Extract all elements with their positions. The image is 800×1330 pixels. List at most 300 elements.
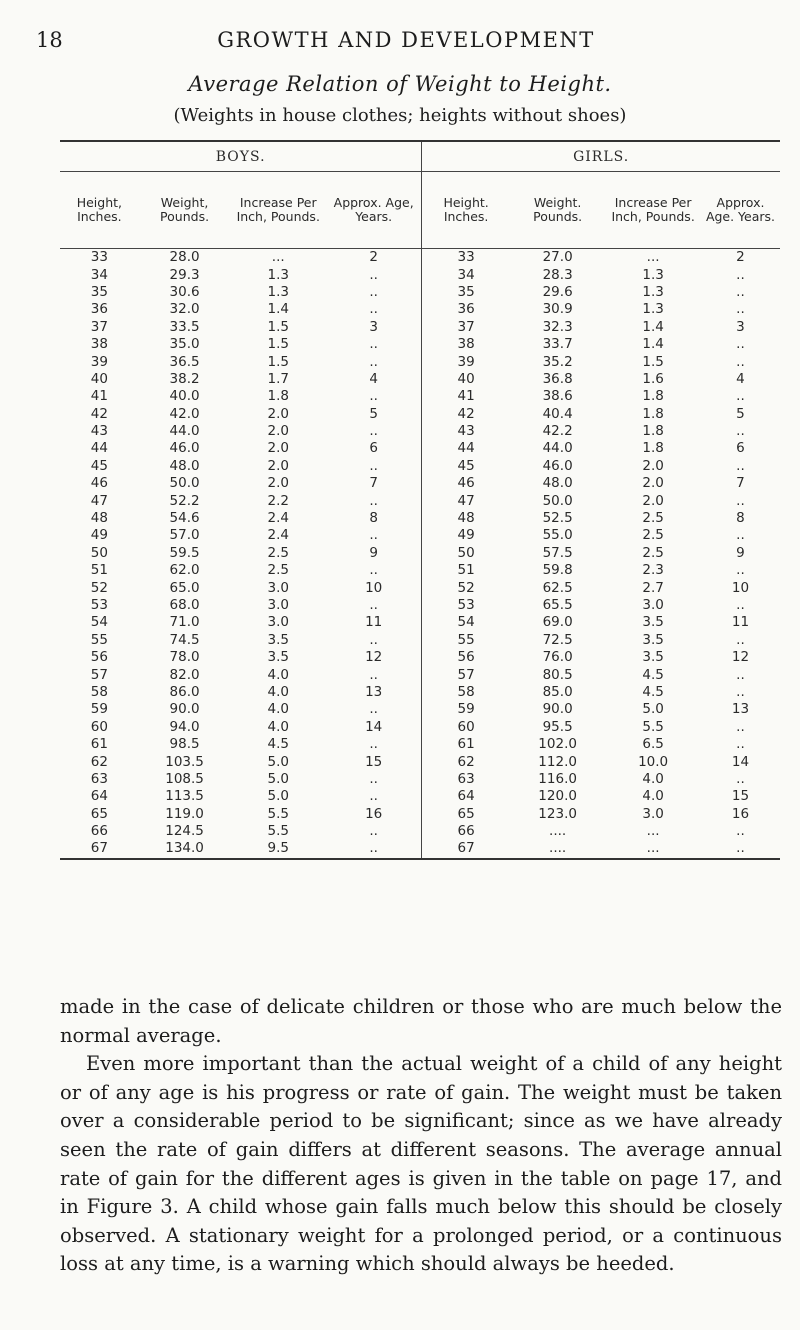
table-cell: 1.7: [267, 370, 289, 387]
table-cell: 48.0: [542, 475, 573, 492]
table-cell: 56: [90, 649, 108, 666]
table-cell: ..: [736, 666, 745, 683]
table-cell: 67: [457, 840, 475, 857]
table-cell: 1.5: [642, 353, 664, 370]
table-cell: 119.0: [165, 805, 204, 822]
table-cell: 2.5: [267, 544, 289, 561]
table-row: [60, 458, 780, 475]
table-cell: 1.6: [642, 370, 664, 387]
table-cell: 47: [90, 492, 108, 509]
table-cell: ..: [326, 458, 422, 475]
table-cell: 6: [326, 440, 422, 457]
table-cell: 33.7: [542, 336, 573, 353]
table-cell: 54: [457, 614, 475, 631]
table-cell: 48: [457, 510, 475, 527]
table-cell: 6.5: [642, 736, 664, 753]
table-cell: 5: [736, 405, 745, 422]
table-cell: 1.3: [267, 266, 289, 283]
table-cell: 3.5: [642, 614, 664, 631]
page-number: 18: [36, 28, 63, 52]
table-cell: 7: [326, 475, 422, 492]
table-cell: 40: [457, 370, 475, 387]
table-cell: 43: [457, 423, 475, 440]
table-cell: 9: [736, 544, 745, 561]
table-cell: 4: [326, 371, 422, 388]
table-cell: 42: [90, 405, 108, 422]
table-cell: 50.0: [169, 475, 200, 492]
table-cell: 2.4: [267, 527, 289, 544]
table-cell: 10.0: [638, 753, 669, 770]
table-cell: 64: [457, 788, 475, 805]
table-cell: 50: [457, 544, 475, 561]
table-cell: 72.5: [542, 631, 573, 648]
table-cell: 2.0: [642, 457, 664, 474]
table-cell: 59.5: [169, 544, 200, 561]
table-cell: 59: [90, 701, 108, 718]
table-cell: 33.5: [169, 318, 200, 335]
table-cell: ..: [326, 788, 422, 805]
table-cell: 43: [90, 423, 108, 440]
table-cell: 46: [457, 475, 475, 492]
table-cell: 4.0: [267, 701, 289, 718]
table-cell: 71.0: [169, 614, 200, 631]
table-cell: 1.3: [642, 283, 664, 300]
table-row: [60, 684, 780, 701]
table-row: [60, 423, 780, 440]
table-cell: 16: [326, 806, 422, 823]
table-cell: 34: [90, 266, 108, 283]
table-cell: 29.3: [169, 266, 200, 283]
table-cell: 61: [457, 736, 475, 753]
table-cell: 65: [457, 805, 475, 822]
table-cell: 48.0: [169, 457, 200, 474]
table-cell: 41: [90, 388, 108, 405]
table-row: [60, 719, 780, 736]
table-row: [60, 562, 780, 579]
table-cell: 12: [326, 649, 422, 666]
table-row: [60, 597, 780, 614]
table-cell: ..: [326, 736, 422, 753]
table-cell: 1.8: [642, 440, 664, 457]
table-cell: 4.0: [642, 788, 664, 805]
table-row: [60, 579, 780, 596]
table-cell: 113.5: [165, 788, 204, 805]
page-header: [36, 28, 776, 58]
table-cell: ..: [326, 284, 422, 301]
table-cell: 46: [90, 475, 108, 492]
table-cell: ..: [736, 562, 745, 579]
table-cell: ..: [326, 266, 422, 283]
table-cell: 2.0: [267, 440, 289, 457]
table-row: [60, 249, 780, 267]
table-cell: ...: [271, 249, 285, 266]
weight-height-table: [60, 140, 780, 860]
table-row: [60, 371, 780, 388]
table-cell: 1.5: [267, 336, 289, 353]
table-cell: 2.7: [642, 579, 664, 596]
table-cell: 42.0: [169, 405, 200, 422]
table-cell: 60: [90, 718, 108, 735]
paragraph: made in the case of delicate children or those who are much below the normal average.: [60, 995, 782, 1047]
table-cell: 57: [457, 666, 475, 683]
table-row: [60, 336, 780, 353]
table-cell: 52: [90, 579, 108, 596]
table-cell: 1.5: [267, 353, 289, 370]
table-cell: 13: [326, 684, 422, 701]
table-cell: 80.5: [542, 666, 573, 683]
table-cell: 11: [731, 614, 750, 631]
table-cell: 90.0: [169, 701, 200, 718]
table-cell: 59: [457, 701, 475, 718]
table-row: [60, 319, 780, 336]
table-cell: 8: [736, 510, 745, 527]
table-cell: 65.5: [542, 597, 573, 613]
table-cell: 62.0: [169, 562, 200, 579]
table-cell: 74.5: [169, 631, 200, 648]
table-cell: ..: [326, 423, 422, 440]
table-row: [60, 527, 780, 544]
table-cell: 63: [457, 770, 475, 787]
table-cell: 102.0: [538, 736, 577, 753]
table-cell: 57: [90, 666, 108, 683]
table-cell: 1.4: [642, 318, 664, 335]
table-cell: 38.6: [542, 388, 573, 405]
table-cell: 54: [90, 614, 108, 631]
table-cell: 10: [731, 579, 750, 596]
table-cell: 44.0: [169, 423, 200, 440]
table-cell: 66: [90, 823, 108, 840]
table-cell: 39: [90, 353, 108, 370]
table-cell: ....: [549, 840, 567, 857]
table-cell: 2.0: [642, 475, 664, 492]
table-cell: 38.2: [169, 370, 200, 387]
table-cell: 41: [457, 388, 475, 405]
table-cell: 30.9: [542, 301, 573, 318]
table-cell: 13: [731, 701, 750, 718]
table-cell: 15: [731, 788, 750, 805]
table-cell: 5.0: [267, 788, 289, 805]
column-header: Increase Per Inch, Pounds.: [605, 172, 701, 249]
table-cell: 36.8: [542, 370, 573, 387]
table-cell: 1.8: [267, 388, 289, 405]
table-cell: 50: [90, 544, 108, 561]
table-cell: 35.2: [542, 353, 573, 370]
table-cell: 3: [326, 319, 422, 336]
table-cell: ..: [736, 423, 745, 440]
table-cell: ..: [736, 492, 745, 509]
table-cell: 45: [457, 457, 475, 474]
table-row: [60, 388, 780, 405]
table-cell: 34: [457, 266, 475, 283]
column-header: Increase Per Inch, Pounds.: [230, 172, 326, 249]
table-cell: 51: [90, 562, 108, 579]
column-header: Height. Inches.: [422, 172, 510, 249]
table-cell: 4.0: [642, 770, 664, 787]
table-cell: 2.5: [642, 510, 664, 527]
table-cell: 36.5: [169, 353, 200, 370]
table-cell: ..: [736, 631, 745, 648]
table-cell: 46.0: [542, 457, 573, 474]
table-cell: 4.0: [267, 666, 289, 683]
table-cell: 47: [457, 492, 475, 509]
boys-group-header: BOYS.: [60, 141, 422, 172]
table-cell: 46.0: [169, 440, 200, 457]
table-row: [60, 649, 780, 666]
table-cell: ..: [736, 770, 745, 787]
table-cell: 2.5: [642, 527, 664, 544]
table-cell: ..: [736, 823, 745, 840]
table-cell: 28.3: [542, 266, 573, 283]
table-row: [60, 440, 780, 457]
table-cell: 2.4: [267, 510, 289, 527]
table-cell: 53: [457, 597, 475, 613]
table-cell: 2: [736, 249, 745, 266]
table-cell: 52.5: [542, 510, 573, 527]
table-cell: 94.0: [169, 718, 200, 735]
table-cell: 116.0: [538, 770, 577, 787]
table-cell: 67: [90, 840, 108, 857]
table-cell: 62.5: [542, 579, 573, 596]
table-cell: 27.0: [542, 249, 573, 266]
table-cell: ..: [326, 840, 422, 858]
table-cell: 38: [90, 336, 108, 353]
girls-group-header: GIRLS.: [422, 141, 780, 172]
table-cell: 1.4: [642, 336, 664, 353]
table-cell: 103.5: [165, 753, 204, 770]
table-cell: 2.5: [642, 544, 664, 561]
table-cell: 14: [326, 719, 422, 736]
table-cell: 2.5: [267, 562, 289, 579]
table-row: [60, 475, 780, 492]
table-cell: 2.0: [642, 492, 664, 509]
table-row: [60, 510, 780, 527]
table-cell: 65.0: [169, 579, 200, 596]
table-row: [60, 266, 780, 283]
table-cell: 76.0: [542, 649, 573, 666]
table-cell: 9.5: [267, 840, 289, 857]
body-text: [60, 993, 782, 1279]
column-header: Height, Inches.: [60, 172, 139, 249]
table-cell: 1.3: [642, 301, 664, 318]
table-cell: 112.0: [538, 753, 577, 770]
table-cell: 2.2: [267, 492, 289, 509]
table-cell: 3.5: [642, 649, 664, 666]
table-cell: 85.0: [542, 683, 573, 700]
table-cell: 44.0: [542, 440, 573, 457]
table-cell: 3.0: [267, 579, 289, 596]
table-row: [60, 545, 780, 562]
table-cell: 1.4: [267, 301, 289, 318]
table-subtitle: (Weights in house clothes; heights without shoes): [173, 105, 627, 126]
table-cell: ..: [326, 562, 422, 579]
table-cell: 2.3: [642, 562, 664, 579]
running-head: GROWTH AND DEVELOPMENT: [217, 28, 595, 52]
table-cell: 52.2: [169, 492, 200, 509]
table-cell: 44: [90, 440, 108, 457]
table-row: [60, 301, 780, 318]
table-cell: 45: [90, 457, 108, 474]
table-row: [60, 840, 780, 858]
table-cell: 134.0: [165, 840, 204, 857]
table-cell: 30.6: [169, 283, 200, 300]
table-cell: 3.5: [642, 631, 664, 648]
table-cell: 40.4: [542, 405, 573, 422]
table-cell: ...: [646, 823, 660, 840]
table-cell: 36: [457, 301, 475, 318]
table-cell: ...: [646, 840, 660, 857]
table-cell: 56: [457, 649, 475, 666]
table-cell: 124.5: [165, 823, 204, 840]
table-row: [60, 406, 780, 423]
table-cell: 61: [90, 736, 108, 753]
table-cell: 123.0: [538, 805, 577, 822]
table-cell: ..: [736, 736, 745, 753]
table-cell: ..: [326, 527, 422, 544]
table-cell: 5.0: [267, 753, 289, 770]
table-cell: 64: [90, 788, 108, 805]
table-cell: 33: [457, 249, 475, 266]
table-cell: 3.0: [642, 597, 664, 613]
table-cell: 5.0: [267, 770, 289, 787]
table-cell: 69.0: [542, 614, 573, 631]
table-cell: 4.5: [642, 683, 664, 700]
table-cell: 78.0: [169, 649, 200, 666]
table-cell: 39: [457, 353, 475, 370]
table-cell: ..: [326, 301, 422, 318]
table-cell: 4.0: [267, 718, 289, 735]
table-cell: ..: [736, 597, 745, 613]
table-cell: ..: [736, 353, 745, 370]
table-cell: 5: [326, 406, 422, 423]
table-cell: 3.0: [267, 597, 289, 613]
table-cell: 11: [326, 614, 422, 631]
table-cell: ..: [736, 388, 745, 405]
table-cell: 48: [90, 510, 108, 527]
table-body: [60, 249, 780, 859]
table-row: [60, 806, 780, 823]
table-row: [60, 353, 780, 370]
table-cell: ..: [326, 597, 422, 614]
table-cell: ..: [736, 457, 745, 474]
table-cell: 7: [736, 475, 745, 492]
table-cell: 53: [90, 597, 108, 613]
table-cell: 59.8: [542, 562, 573, 579]
table-cell: 29.6: [542, 283, 573, 300]
table-cell: 35.0: [169, 336, 200, 353]
table-cell: 95.5: [542, 718, 573, 735]
table-cell: 4: [736, 370, 745, 387]
table-row: [60, 736, 780, 753]
table-cell: 55: [90, 631, 108, 648]
table-cell: ..: [736, 301, 745, 318]
table-cell: 42.2: [542, 423, 573, 440]
table-cell: 62: [457, 753, 475, 770]
table-cell: 3.5: [267, 649, 289, 666]
table-cell: 33: [90, 249, 108, 266]
table-cell: 58: [90, 683, 108, 700]
table-cell: 54.6: [169, 510, 200, 527]
table-row: [60, 632, 780, 649]
table-cell: 49: [90, 527, 108, 544]
table-cell: 5.5: [267, 805, 289, 822]
table-cell: 1.3: [642, 266, 664, 283]
column-header: Approx. Age. Years.: [701, 172, 780, 249]
table-cell: 2.0: [267, 405, 289, 422]
table-cell: ..: [736, 683, 745, 700]
table-cell: 57.0: [169, 527, 200, 544]
table-cell: ..: [326, 388, 422, 405]
table-cell: 35: [90, 283, 108, 300]
table-cell: 37: [457, 318, 475, 335]
table-cell: 32.3: [542, 318, 573, 335]
table-cell: ..: [326, 353, 422, 370]
table-cell: ..: [326, 492, 422, 509]
table-cell: ..: [326, 336, 422, 353]
table-cell: ..: [736, 266, 745, 283]
table-cell: 82.0: [169, 666, 200, 683]
table-cell: 32.0: [169, 301, 200, 318]
table-cell: 15: [326, 753, 422, 770]
table-cell: 14: [731, 753, 750, 770]
table-cell: 35: [457, 283, 475, 300]
table-cell: 2.0: [267, 457, 289, 474]
table-cell: 63: [90, 770, 108, 787]
table-cell: 40.0: [169, 388, 200, 405]
table-cell: 37: [90, 318, 108, 335]
table-cell: 1.5: [267, 318, 289, 335]
table-row: [60, 823, 780, 840]
table-cell: 1.8: [642, 405, 664, 422]
table-cell: 4.5: [267, 736, 289, 753]
table-cell: 36: [90, 301, 108, 318]
table-row: [60, 614, 780, 631]
table-cell: ..: [326, 666, 422, 683]
table-cell: 55: [457, 631, 475, 648]
column-header: Approx. Age, Years.: [326, 172, 422, 249]
table-cell: 40: [90, 370, 108, 387]
table-cell: 44: [457, 440, 475, 457]
table-cell: 4.0: [267, 683, 289, 700]
table-cell: ..: [736, 718, 745, 735]
table-row: [60, 666, 780, 683]
table-cell: 38: [457, 336, 475, 353]
column-header: Weight. Pounds.: [510, 172, 605, 249]
table-cell: 3.0: [267, 614, 289, 631]
table-cell: ..: [736, 283, 745, 300]
table-cell: 108.5: [165, 770, 204, 787]
table-cell: 16: [731, 805, 750, 822]
table-cell: 52: [457, 579, 475, 596]
table-cell: 12: [731, 649, 750, 666]
table-cell: 3: [736, 318, 745, 335]
table-cell: 57.5: [542, 544, 573, 561]
table-cell: 90.0: [542, 701, 573, 718]
table-cell: 3.5: [267, 631, 289, 648]
table-row: [60, 788, 780, 805]
table-row: [60, 753, 780, 770]
table-cell: 68.0: [169, 597, 200, 613]
table-cell: 1.8: [642, 423, 664, 440]
table-cell: 5.0: [642, 701, 664, 718]
table-cell: 28.0: [169, 249, 200, 266]
table-row: [60, 701, 780, 718]
table-cell: ..: [736, 336, 745, 353]
table-cell: 2.0: [267, 475, 289, 492]
table-cell: 98.5: [169, 736, 200, 753]
table-title: Average Relation of Weight to Height.: [188, 72, 612, 96]
table-cell: 42: [457, 405, 475, 422]
table-cell: 49: [457, 527, 475, 544]
